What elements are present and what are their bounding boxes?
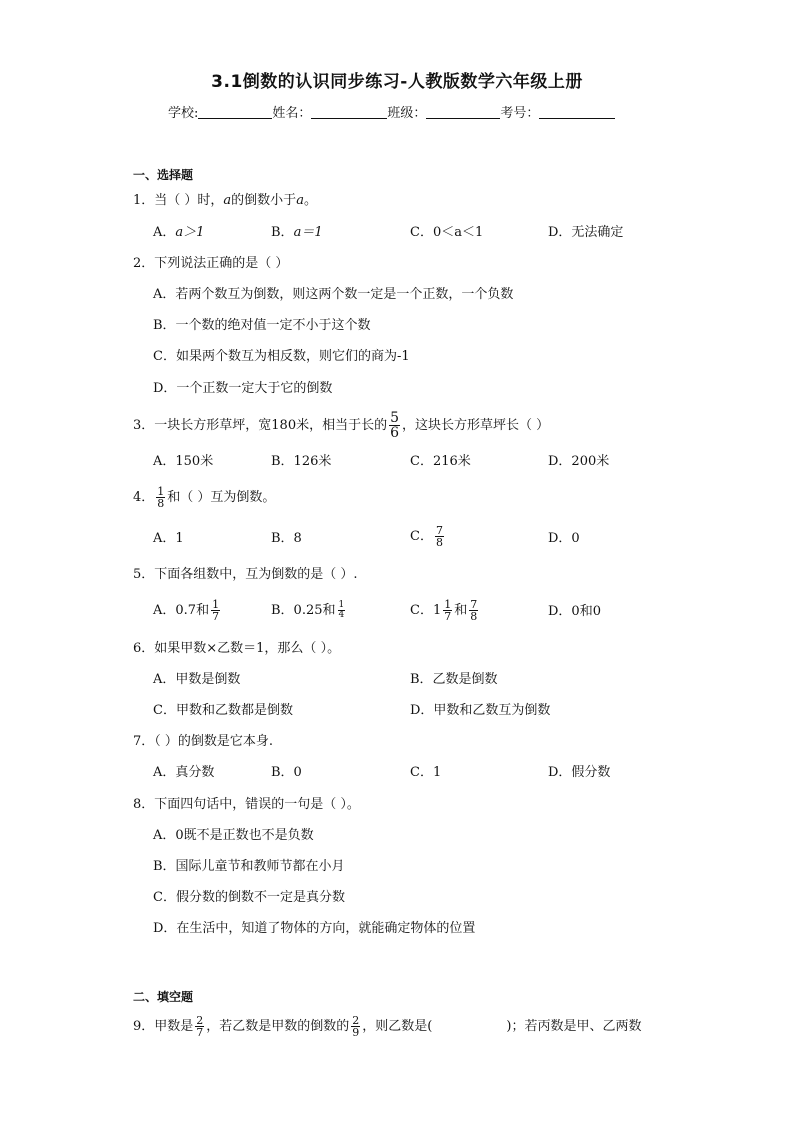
q9-frac1-den: 7 bbox=[196, 1026, 204, 1039]
q5-option-a-fraction bbox=[211, 599, 220, 622]
q5-option-c-den1: 7 bbox=[444, 610, 452, 623]
question-3 bbox=[133, 411, 549, 440]
q4-option-a: A．1 bbox=[153, 531, 184, 546]
q1-option-a-label: A． bbox=[153, 225, 176, 240]
q4-option-c-num: 7 bbox=[435, 524, 443, 537]
section-choice-heading: 一、选择题 bbox=[133, 168, 194, 182]
q1-option-b-text: a＝1 bbox=[293, 225, 323, 240]
q5-option-b-den: 4 bbox=[338, 610, 345, 620]
q1-option-c bbox=[410, 224, 483, 242]
q1-option-c-text: 0＜a＜1 bbox=[432, 225, 484, 240]
q6-option-c: C．甲数和乙数都是倒数 bbox=[153, 703, 293, 718]
q1-option-d: D．无法确定 bbox=[548, 225, 624, 240]
q5-option-b-num: 1 bbox=[338, 600, 345, 610]
section-fill-heading: 二、填空题 bbox=[133, 990, 194, 1004]
q4-option-c-den: 8 bbox=[435, 536, 443, 549]
q9-stem-post: )；若丙数是甲、乙两数 bbox=[506, 1019, 642, 1034]
exam-no-label: 考号： bbox=[500, 106, 540, 121]
q6-option-b: B．乙数是倒数 bbox=[410, 672, 498, 687]
q7-option-a: A．真分数 bbox=[153, 765, 215, 780]
q1-stem-pre: 1．当（ ）时， bbox=[133, 193, 224, 208]
q3-stem-post: ，这块长方形草坪长（ ） bbox=[402, 418, 550, 433]
q2-option-b: B．一个数的绝对值一定不小于这个数 bbox=[153, 318, 371, 333]
question-2: 2．下列说法正确的是（ ） bbox=[133, 256, 289, 271]
q5-option-c-num1: 1 bbox=[444, 598, 452, 611]
question-4 bbox=[133, 485, 275, 511]
class-label: 班级： bbox=[387, 106, 427, 121]
q5-option-c-and: 和 bbox=[454, 603, 468, 618]
q2-option-a: A．若两个数互为倒数，则这两个数一定是一个正数，一个负数 bbox=[153, 287, 514, 302]
q9-frac1-num: 2 bbox=[196, 1014, 204, 1027]
student-info-line bbox=[168, 104, 615, 123]
q8-option-a: A．0既不是正数也不是负数 bbox=[153, 828, 314, 843]
q1-option-c-label: C． bbox=[410, 225, 433, 240]
q4-option-b: B．8 bbox=[271, 531, 302, 546]
q3-frac-den: 6 bbox=[390, 425, 400, 441]
name-label: 姓名： bbox=[272, 106, 312, 121]
q5-option-c-whole: 1 bbox=[432, 603, 442, 618]
q6-option-d: D．甲数和乙数互为倒数 bbox=[410, 703, 551, 718]
q4-option-c-fraction bbox=[435, 525, 444, 548]
question-5: 5．下面各组数中，互为倒数的是（ ）. bbox=[133, 567, 358, 582]
q3-fraction bbox=[389, 411, 400, 440]
q5-option-a-den: 7 bbox=[212, 610, 220, 623]
q2-option-c: C．如果两个数互为相反数，则它们的商为-1 bbox=[153, 349, 410, 364]
exam-no-blank bbox=[539, 104, 615, 119]
q9-fraction-2 bbox=[351, 1015, 360, 1038]
q8-option-c: C．假分数的倒数不一定是真分数 bbox=[153, 890, 345, 905]
q4-stem-post: 和（ ）互为倒数。 bbox=[167, 490, 276, 505]
q4-option-c bbox=[410, 522, 446, 552]
q1-option-a bbox=[153, 224, 204, 242]
name-blank bbox=[311, 104, 387, 119]
q5-option-c bbox=[410, 596, 480, 626]
q1-stem-mid: 的倒数小于 bbox=[231, 193, 297, 208]
q5-option-b-fraction bbox=[338, 601, 346, 620]
q5-option-c-den2: 8 bbox=[470, 610, 478, 623]
q5-option-a-text: A．0.7和 bbox=[153, 603, 210, 618]
q7-option-c: C．1 bbox=[410, 765, 442, 780]
q4-option-d: D．0 bbox=[548, 531, 580, 546]
q3-option-d: D．200米 bbox=[548, 454, 610, 469]
question-7: 7．（ ）的倒数是它本身. bbox=[133, 734, 274, 749]
q5-option-d: D．0和0 bbox=[548, 604, 601, 619]
question-6: 6．如果甲数×乙数＝1，那么（ ）。 bbox=[133, 641, 341, 656]
q9-frac2-num: 2 bbox=[352, 1014, 360, 1027]
q2-option-d: D．一个正数一定大于它的倒数 bbox=[153, 381, 333, 396]
q4-number: 4． bbox=[133, 490, 155, 505]
q9-stem-mid: ，若乙数是甲数的倒数的 bbox=[206, 1019, 350, 1034]
q1-stem-end: 。 bbox=[303, 193, 317, 208]
q9-stem-pre: 9．甲数是 bbox=[133, 1019, 194, 1034]
school-blank bbox=[198, 104, 272, 119]
q9-frac2-den: 9 bbox=[352, 1026, 360, 1039]
q4-frac-num: 1 bbox=[157, 485, 165, 498]
question-1 bbox=[133, 192, 317, 210]
school-label: 学校: bbox=[168, 106, 199, 121]
q8-option-d: D．在生活中，知道了物体的方向，就能确定物体的位置 bbox=[153, 921, 476, 936]
q8-option-b: B．国际儿童节和教师节都在小月 bbox=[153, 859, 345, 874]
q3-option-b: B．126米 bbox=[271, 454, 332, 469]
q7-option-d: D．假分数 bbox=[548, 765, 611, 780]
q5-option-c-fraction-2 bbox=[469, 599, 478, 622]
q5-option-b bbox=[271, 596, 347, 626]
q7-option-b: B．0 bbox=[271, 765, 302, 780]
q3-option-a: A．150米 bbox=[153, 454, 214, 469]
q5-option-c-num2: 7 bbox=[470, 598, 478, 611]
page-title: 3.1倒数的认识同步练习-人教版数学六年级上册 bbox=[211, 72, 583, 92]
q4-frac-den: 8 bbox=[157, 497, 165, 510]
question-9 bbox=[133, 1012, 641, 1042]
q9-stem-mid2: ，则乙数是( bbox=[362, 1019, 433, 1034]
q1-var-a: a bbox=[223, 193, 232, 208]
class-blank bbox=[426, 104, 500, 119]
q4-fraction bbox=[156, 486, 165, 509]
q5-option-a bbox=[153, 596, 222, 626]
q3-option-c: C．216米 bbox=[410, 454, 471, 469]
question-8: 8．下面四句话中，错误的一句是（ ）。 bbox=[133, 797, 360, 812]
q1-var-a-2: a bbox=[296, 193, 304, 208]
q1-option-b bbox=[271, 224, 323, 242]
q5-option-b-text: B．0.25和 bbox=[271, 603, 336, 618]
q1-option-a-text: a＞1 bbox=[175, 225, 205, 240]
q5-option-a-num: 1 bbox=[212, 598, 220, 611]
q3-frac-num: 5 bbox=[390, 410, 400, 426]
q3-stem-pre: 3．一块长方形草坪，宽180米，相当于长的 bbox=[133, 418, 388, 433]
q4-option-c-label: C． bbox=[410, 529, 433, 544]
q5-option-c-fraction-1 bbox=[443, 599, 452, 622]
q9-fraction-1 bbox=[195, 1015, 204, 1038]
q5-option-c-label: C． bbox=[410, 603, 433, 618]
q6-option-a: A．甲数是倒数 bbox=[153, 672, 241, 687]
q1-option-b-label: B． bbox=[271, 225, 294, 240]
